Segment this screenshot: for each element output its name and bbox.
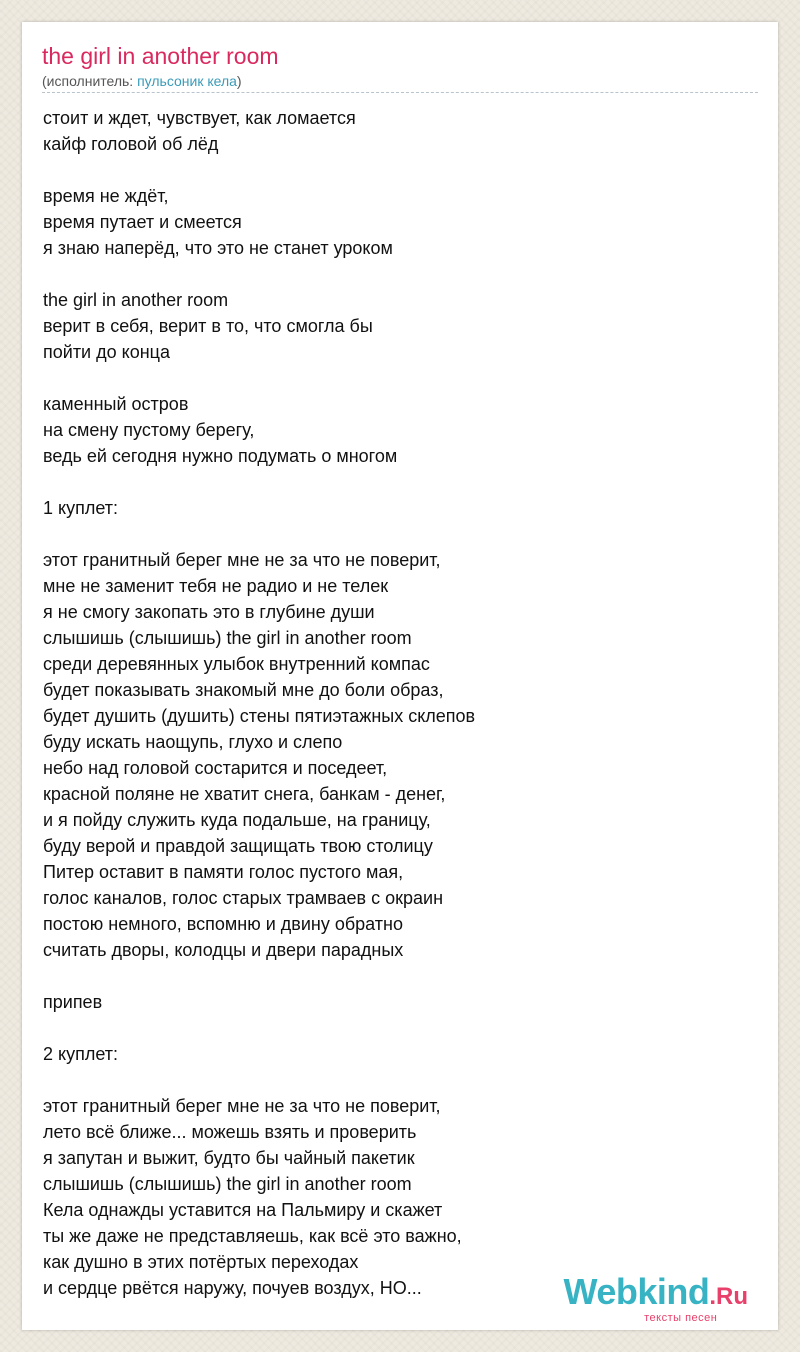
lyric-line: 2 куплет: xyxy=(43,1044,118,1064)
lyric-line: кайф головой об лёд xyxy=(43,134,219,154)
blank-line xyxy=(43,1015,758,1041)
artist-suffix: ) xyxy=(236,73,242,89)
artist-byline xyxy=(42,72,758,93)
lyric-line: среди деревянных улыбок внутренний компас xyxy=(43,654,430,674)
lyric-line: верит в себя, верит в то, что смогла бы xyxy=(43,316,373,336)
lyrics-card xyxy=(22,22,778,1330)
lyric-line: 1 куплет: xyxy=(43,498,118,518)
lyric-line: the girl in another room xyxy=(43,290,229,310)
blank-line xyxy=(43,157,758,183)
lyric-line: как душно в этих потёртых переходах xyxy=(43,1252,359,1272)
lyric-line: небо над головой состарится и поседеет, xyxy=(43,758,388,778)
artist-link[interactable]: пульсоник кела xyxy=(137,73,237,89)
lyric-line: каменный остров xyxy=(43,394,189,414)
lyric-line: Кела однажды уставится на Пальмиру и скажет xyxy=(43,1200,443,1220)
lyric-line: и сердце рвётся наружу, почуев воздух, НО... xyxy=(43,1278,422,1298)
song-title: the girl in another room xyxy=(42,43,279,69)
lyric-line: этот гранитный берег мне не за что не поверит, xyxy=(43,1096,441,1116)
blank-line xyxy=(43,521,758,547)
blank-line xyxy=(43,469,758,495)
lyric-line: буду верой и правдой защищать твою столицу xyxy=(43,836,433,856)
lyric-line: буду искать наощупь, глухо и слепо xyxy=(43,732,343,752)
lyric-line: будет показывать знакомый мне до боли образ, xyxy=(43,680,444,700)
lyric-line: и я пойду служить куда подальше, на границу, xyxy=(43,810,431,830)
logo-main-text: Webkind xyxy=(563,1271,710,1312)
lyric-line: слышишь (слышишь) the girl in another room xyxy=(43,628,412,648)
logo-tld: .Ru xyxy=(709,1283,748,1310)
site-logo[interactable] xyxy=(563,1273,748,1324)
lyric-line: на смену пустому берегу, xyxy=(43,420,255,440)
lyric-line: ведь ей сегодня нужно подумать о многом xyxy=(43,446,398,466)
artist-prefix: (исполнитель: xyxy=(42,73,138,89)
lyric-line: ты же даже не представляешь, как всё это важно, xyxy=(43,1226,462,1246)
blank-line xyxy=(43,963,758,989)
blank-line xyxy=(43,1067,758,1093)
lyric-line: этот гранитный берег мне не за что не поверит, xyxy=(43,550,441,570)
lyric-line: я запутан и выжит, будто бы чайный пакетик xyxy=(43,1148,415,1168)
lyric-line: Питер оставит в памяти голос пустого мая, xyxy=(43,862,404,882)
lyric-line: я не смогу закопать это в глубине души xyxy=(43,602,375,622)
lyric-line: постою немного, вспомню и двину обратно xyxy=(43,914,403,934)
lyric-line: красной поляне не хватит снега, банкам - денег, xyxy=(43,784,446,804)
logo-tagline: тексты песен xyxy=(644,1312,718,1324)
lyric-line: слышишь (слышишь) the girl in another room xyxy=(43,1174,412,1194)
lyric-line: лето всё ближе... можешь взять и проверить xyxy=(43,1122,417,1142)
lyrics-text xyxy=(43,105,758,1301)
blank-line xyxy=(43,365,758,391)
lyric-line: голос каналов, голос старых трамваев с окраин xyxy=(43,888,444,908)
song-header xyxy=(42,42,758,93)
blank-line xyxy=(43,261,758,287)
lyric-line: считать дворы, колодцы и двери парадных xyxy=(43,940,404,960)
lyric-line: припев xyxy=(43,992,103,1012)
lyric-line: будет душить (душить) стены пятиэтажных склепов xyxy=(43,706,476,726)
lyric-line: мне не заменит тебя не радио и не телек xyxy=(43,576,389,596)
lyric-line: время не ждёт, xyxy=(43,186,169,206)
logo-wordmark xyxy=(563,1273,748,1316)
lyric-line: я знаю наперёд, что это не станет уроком xyxy=(43,238,393,258)
lyric-line: пойти до конца xyxy=(43,342,170,362)
lyric-line: стоит и ждет, чувствует, как ломается xyxy=(43,108,356,128)
lyric-line: время путает и смеется xyxy=(43,212,242,232)
